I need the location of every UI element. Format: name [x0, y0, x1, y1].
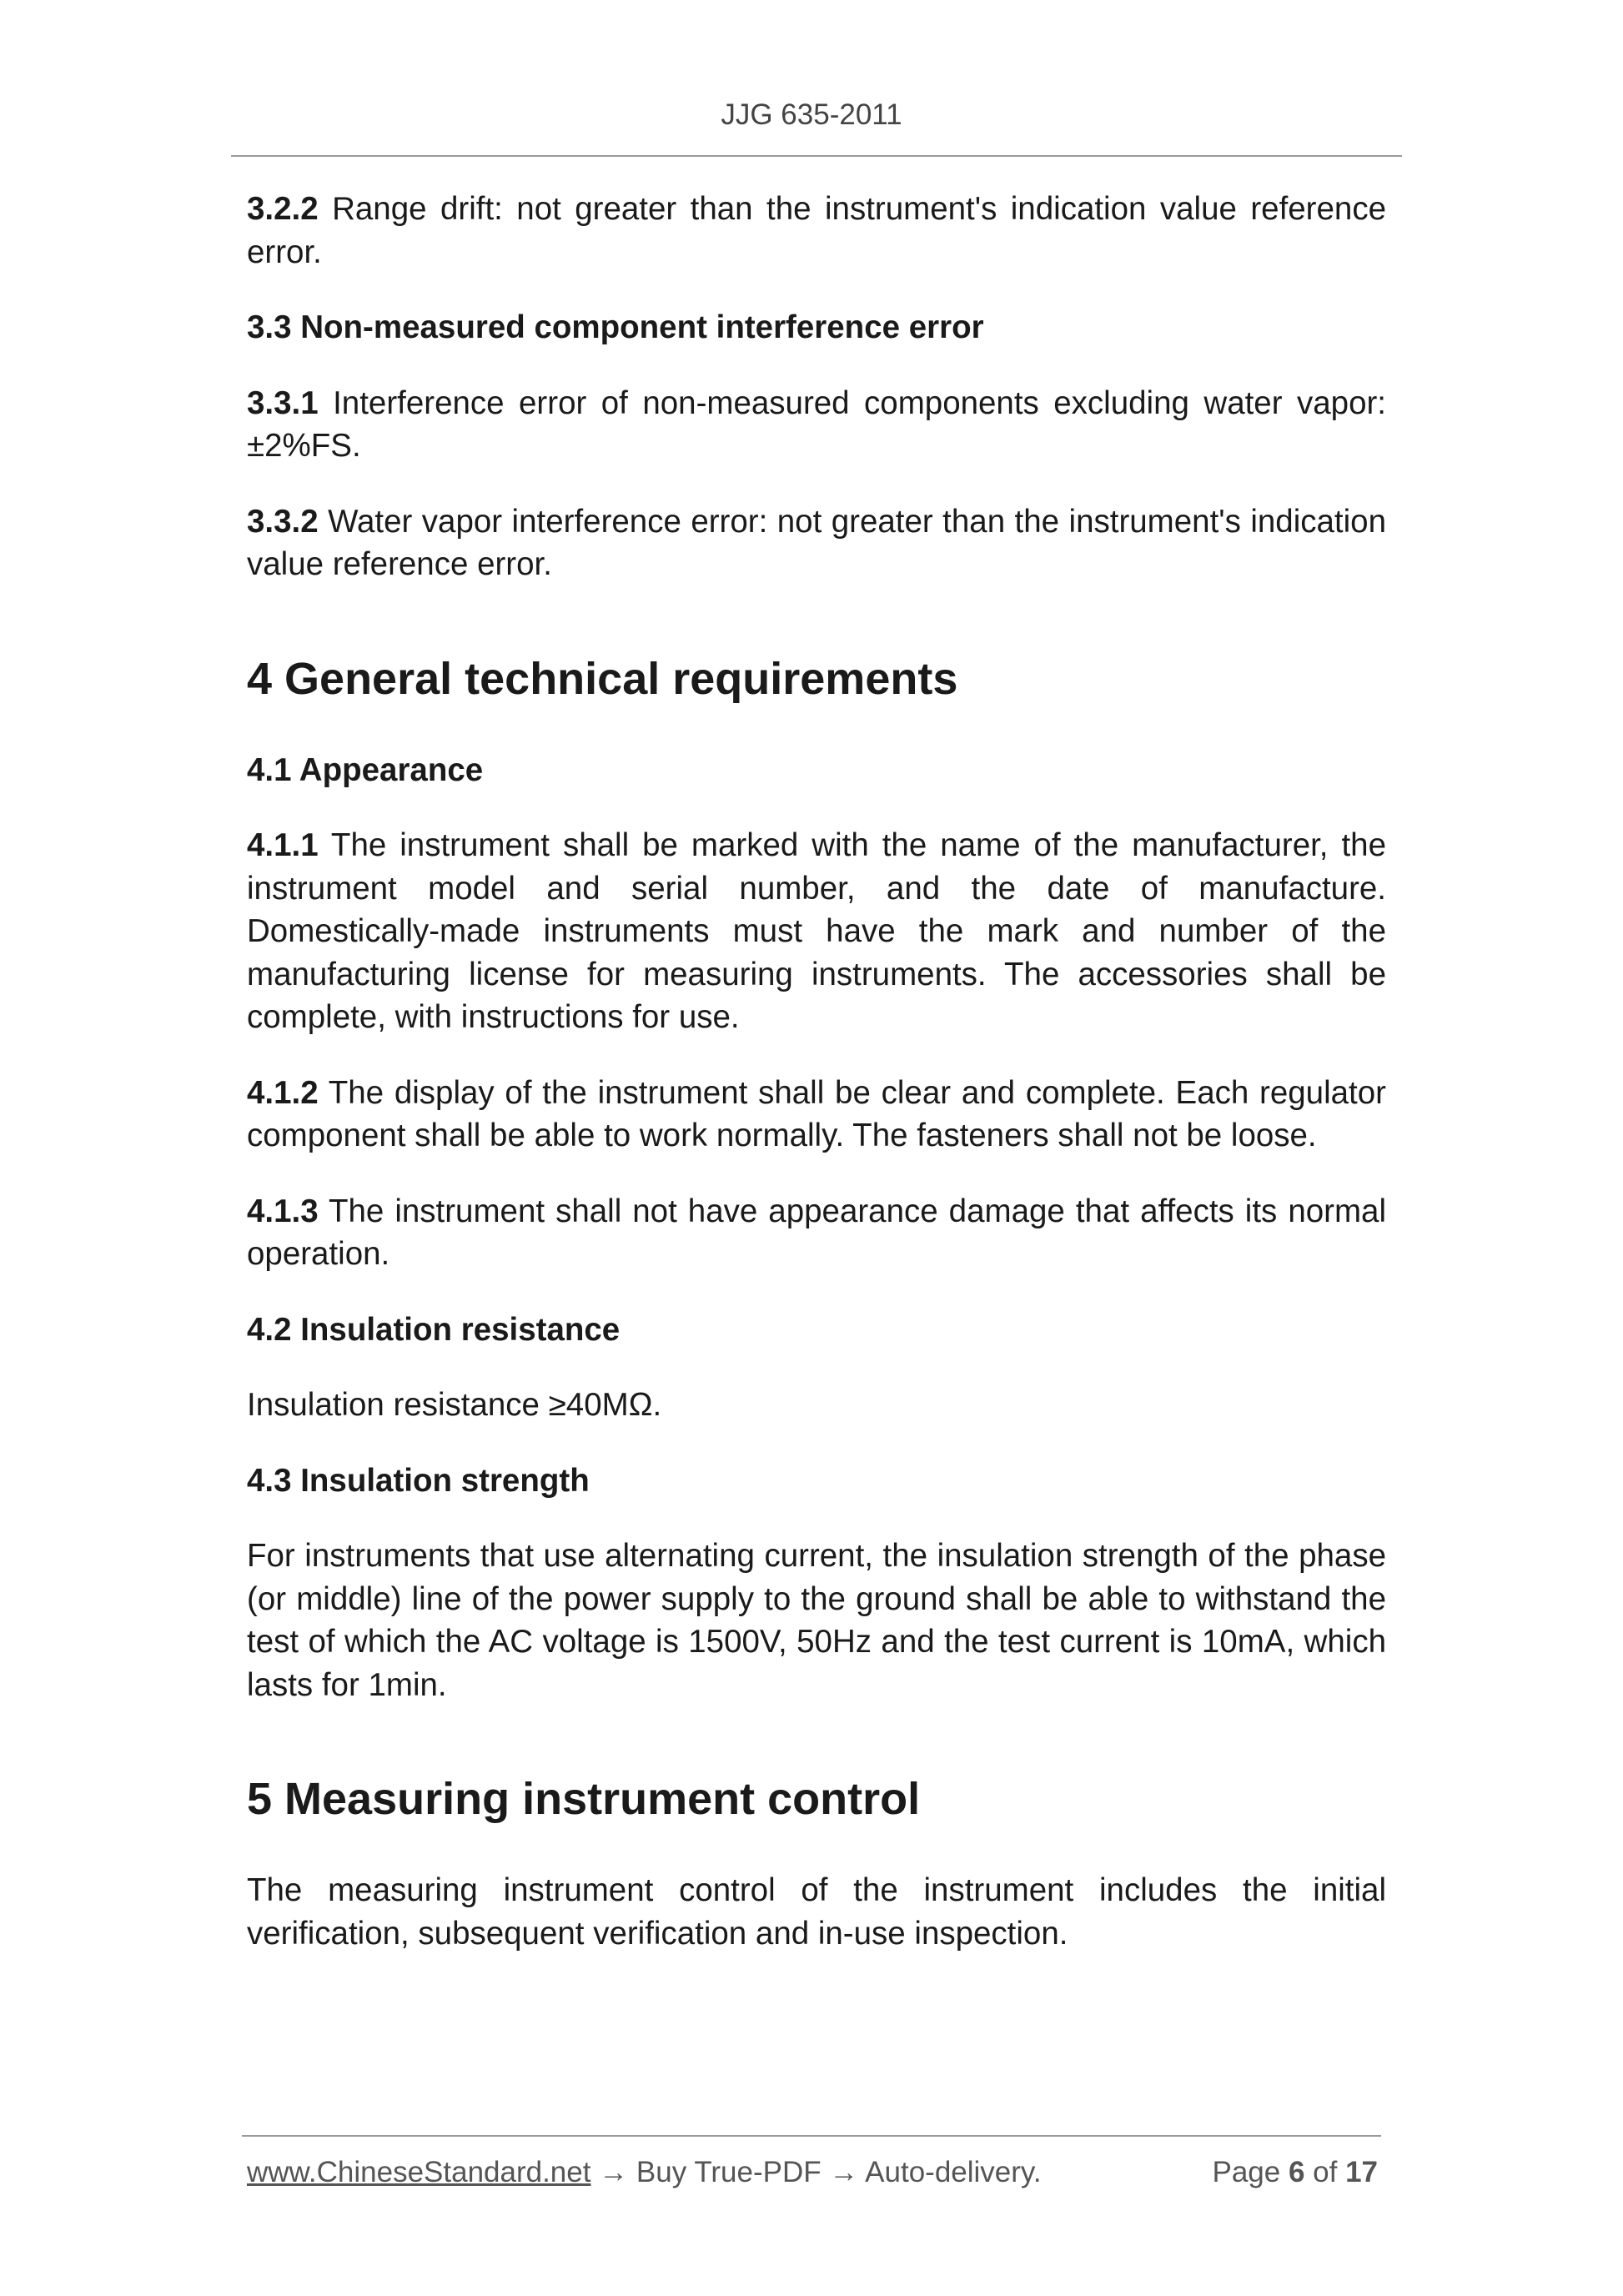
- footer-tagline: → Buy True-PDF → Auto-delivery.: [590, 2156, 1042, 2188]
- clause-text: Range drift: not greater than the instrument's indication value reference error.: [247, 191, 1386, 270]
- heading-5: 5 Measuring instrument control: [247, 1774, 921, 1824]
- clause-3-3-2: [247, 500, 1386, 586]
- paragraph-5: The measuring instrument control of the instrument includes the initial verification, subsequent verification and in-use inspection.: [247, 1872, 1386, 1952]
- clause-text: Water vapor interference error: not greater than the instrument's indication value reference error.: [247, 503, 1386, 582]
- clause-4-1-3: [247, 1190, 1386, 1276]
- heading-4-2: 4.2 Insulation resistance: [247, 1311, 621, 1348]
- clause-text: The instrument shall not have appearance damage that affects its normal operation.: [247, 1193, 1386, 1272]
- total-pages: 17: [1345, 2156, 1378, 2188]
- heading-4-1: 4.1 Appearance: [247, 751, 484, 788]
- clause-number: 3.3.1: [247, 384, 319, 421]
- header-divider: [231, 155, 1402, 157]
- clause-text: The display of the instrument shall be clear and complete. Each regulator component shall be able to work normally. The fasteners shall not be loose.: [247, 1074, 1386, 1153]
- heading-3-3: 3.3 Non-measured component interference error: [247, 309, 984, 345]
- site-link[interactable]: www.ChineseStandard.net: [247, 2156, 591, 2188]
- clause-3-2-2: [247, 188, 1386, 274]
- clause-4-1-2: [247, 1072, 1386, 1158]
- clause-4-1-1: [247, 824, 1386, 1039]
- page-footer: [247, 2156, 1378, 2189]
- clause-number: 4.1.3: [247, 1193, 319, 1229]
- clause-text: The instrument shall be marked with the name of the manufacturer, the instrument model and serial number, and the date of manufacture. Domestically-made instruments must have the mark and number of the manufacturing license for measuring instruments. The accessories shall be complete, with instructions for use.: [247, 827, 1386, 1035]
- heading-4: 4 General technical requirements: [247, 653, 958, 704]
- clause-number: 4.1.1: [247, 827, 319, 863]
- of-label: of: [1304, 2156, 1346, 2188]
- page-indicator: [1212, 2156, 1378, 2189]
- page-header: JJG 635-2011: [721, 98, 902, 131]
- clause-text: Interference error of non-measured components excluding water vapor: ±2%FS.: [247, 384, 1386, 464]
- clause-number: 4.1.2: [247, 1074, 319, 1111]
- clause-number: 3.3.2: [247, 503, 319, 540]
- clause-number: 3.2.2: [247, 191, 319, 227]
- clause-3-3-1: [247, 382, 1386, 468]
- page-label: Page: [1212, 2156, 1289, 2188]
- footer-divider: [242, 2135, 1381, 2137]
- page-number: 6: [1288, 2156, 1305, 2188]
- paragraph-4-2: Insulation resistance ≥40MΩ.: [247, 1387, 662, 1423]
- heading-4-3: 4.3 Insulation strength: [247, 1462, 590, 1499]
- paragraph-4-3: For instruments that use alternating current, the insulation strength of the phase (or middle) line of the power supply to the ground shall be able to withstand the test of which the AC voltage is 1500V, 50Hz and the test current is 10mA, which lasts for 1min.: [247, 1538, 1386, 1703]
- document-body: [247, 188, 1386, 1987]
